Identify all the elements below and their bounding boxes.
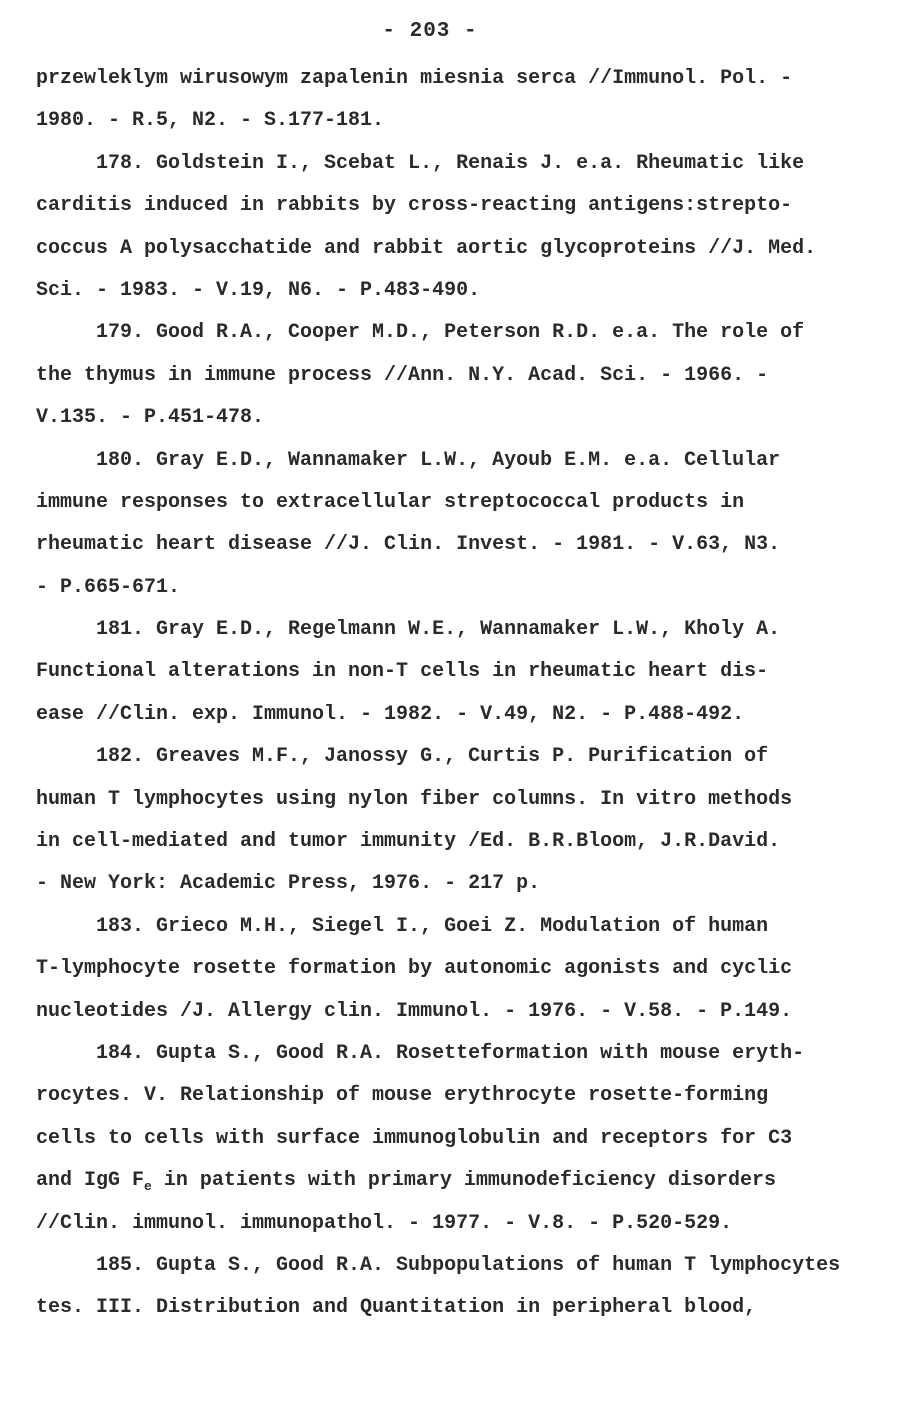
text-line: cells to cells with surface immunoglobulin and receptors for C3 [36, 1126, 793, 1150]
text-line [36, 1160, 916, 1202]
text-line: immune responses to extracellular streptococcal products in [36, 490, 745, 514]
text-line: nucleotides /J. Allergy clin. Immunol. - 1976. - V.58. - P.149. [36, 999, 793, 1023]
text-line: - New York: Academic Press, 1976. - 217 p. [36, 872, 541, 896]
text-line: 181. Gray E.D., Regelmann W.E., Wannamaker L.W., Kholy A. [36, 618, 781, 642]
text-line: the thymus in immune process //Ann. N.Y. Acad. Sci. - 1966. - [36, 363, 769, 387]
text-line: 184. Gupta S., Good R.A. Rosetteformation with mouse eryth- [36, 1041, 805, 1065]
subscript: e [144, 1179, 152, 1195]
text-fragment: and IgG F [36, 1169, 145, 1193]
text-line: 178. Goldstein I., Scebat L., Renais J. e.a. Rheumatic like [36, 151, 805, 175]
text-line: Sci. - 1983. - V.19, N6. - P.483-490. [36, 278, 481, 302]
text-line: 179. Good R.A., Cooper M.D., Peterson R.D. e.a. The role of [36, 321, 805, 345]
text-line: 185. Gupta S., Good R.A. Subpopulations of human T lymphocytes [36, 1253, 841, 1277]
text-line: 180. Gray E.D., Wannamaker L.W., Ayoub E.M. e.a. Cellular [36, 448, 781, 472]
text-fragment: in patients with primary immunodeficiency disorders [151, 1169, 776, 1193]
text-line: przewleklym wirusowym zapalenin miesnia serca //Immunol. Pol. - [36, 67, 793, 90]
text-line: ease //Clin. exp. Immunol. - 1982. - V.49, N2. - P.488-492. [36, 702, 745, 726]
text-line: coccus A polysacchatide and rabbit aortic glycoproteins //J. Med. [36, 236, 817, 260]
text-line: human T lymphocytes using nylon fiber columns. In vitro methods [36, 787, 793, 811]
text-line: 1980. - R.5, N2. - S.177-181. [36, 109, 385, 133]
text-line: Functional alterations in non-T cells in rheumatic heart dis- [36, 660, 769, 684]
text-line: 183. Grieco M.H., Siegel I., Goei Z. Modulation of human [36, 914, 769, 938]
text-line: in cell-mediated and tumor immunity /Ed. B.R.Bloom, J.R.David. [36, 830, 781, 854]
text-line: rocytes. V. Relationship of mouse erythrocyte rosette-forming [36, 1084, 769, 1108]
text-line: //Clin. immunol. immunopathol. - 1977. - V.8. - P.520-529. [36, 1211, 733, 1235]
reference-list [36, 58, 916, 1330]
text-line: - P.665-671. [36, 575, 181, 599]
page-number: - 203 - [382, 20, 478, 43]
text-line: 182. Greaves M.F., Janossy G., Curtis P. Purification of [36, 745, 769, 769]
text-line: T-lymphocyte rosette formation by autonomic agonists and cyclic [36, 957, 793, 981]
text-line: V.135. - P.451-478. [36, 406, 265, 430]
text-line: carditis induced in rabbits by cross-reacting antigens:strepto- [36, 194, 793, 218]
text-line: tes. III. Distribution and Quantitation in peripheral blood, [36, 1296, 757, 1320]
text-line: rheumatic heart disease //J. Clin. Invest. - 1981. - V.63, N3. [36, 533, 781, 557]
